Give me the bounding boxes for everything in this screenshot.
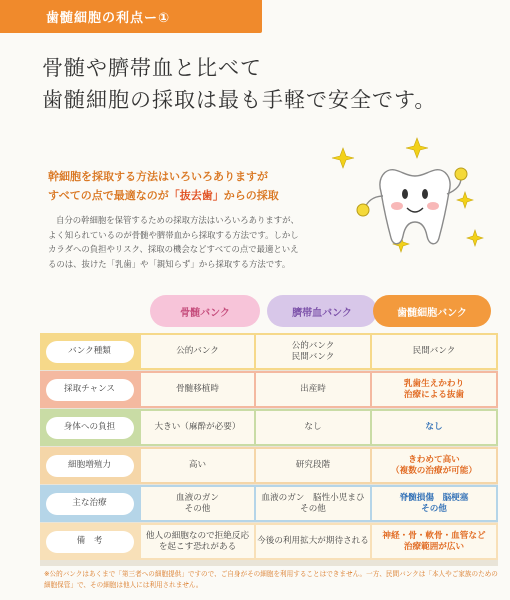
lead-highlight: 「抜去歯」 bbox=[168, 189, 224, 202]
row-label: 細胞増殖力 bbox=[46, 455, 134, 477]
title-line-2: 歯髄細胞の採取は最も手軽で安全です。 bbox=[42, 88, 437, 112]
table-row bbox=[40, 333, 498, 370]
table-cell: なし bbox=[372, 411, 496, 444]
row-label: 採取チャンス bbox=[46, 379, 134, 401]
body-line: 自分の幹細胞を保管するための採取方法はいろいろありますが、 bbox=[56, 215, 299, 225]
page-title bbox=[42, 52, 436, 116]
comparison-table bbox=[40, 333, 498, 566]
table-cell: 血液のガン 脳性小児まひ その他 bbox=[256, 487, 370, 520]
table-row bbox=[40, 409, 498, 446]
left-fist bbox=[357, 204, 369, 216]
table-cell: 乳歯生えかわり 治療による抜歯 bbox=[372, 373, 496, 406]
row-label: 備 考 bbox=[46, 531, 134, 553]
table-cell: 高い bbox=[141, 449, 254, 482]
body-line: よく知られているのが骨髄や臍帯血から採取する方法です。しかし bbox=[48, 229, 299, 240]
table-cell: 血液のガン その他 bbox=[141, 487, 254, 520]
table-cell: 骨髄移植時 bbox=[141, 373, 254, 406]
table-row bbox=[40, 447, 498, 484]
table-cell: 研究段階 bbox=[256, 449, 370, 482]
right-fist bbox=[455, 168, 467, 180]
table-cell: 民間バンク bbox=[372, 335, 496, 368]
tooth-body bbox=[380, 170, 450, 244]
body-line: るのは、抜けた「乳歯」や「親知らず」から採取する方法です。 bbox=[48, 258, 291, 269]
table-row bbox=[40, 523, 498, 560]
lead-text bbox=[48, 167, 279, 205]
column-header-cord-blood-bank: 臍帯血バンク bbox=[267, 295, 377, 327]
row-label: 主な治療 bbox=[46, 493, 134, 515]
body-line: カラダへの負担やリスク、採取の機会などすべての点で最適といえ bbox=[48, 244, 299, 255]
row-label: バンク種類 bbox=[46, 341, 134, 363]
section-header-label: 歯髄細胞の利点ー① bbox=[46, 11, 171, 26]
table-cell: 公的バンク bbox=[141, 335, 254, 368]
title-line-1: 骨髄や臍帯血と比べて bbox=[42, 56, 262, 80]
table-cell: 今後の利用拡大が期待される bbox=[256, 525, 370, 558]
table-row bbox=[40, 371, 498, 408]
lead-line-2-pre: すべての点で最適なのが bbox=[48, 189, 169, 202]
column-header-dental-pulp-bank: 歯髄細胞バンク bbox=[373, 295, 491, 327]
table-cell: 脊髄損傷 脳梗塞 その他 bbox=[372, 487, 496, 520]
body-paragraph bbox=[48, 213, 310, 271]
table-row bbox=[40, 485, 498, 522]
table-cell: きわめて高い （複数の治療が可能） bbox=[372, 449, 496, 482]
column-header-bone-marrow-bank: 骨髄バンク bbox=[150, 295, 260, 327]
section-header-tab bbox=[0, 0, 262, 33]
footnote bbox=[44, 569, 504, 591]
table-cell: なし bbox=[256, 411, 370, 444]
right-eye bbox=[422, 189, 428, 199]
left-cheek bbox=[391, 202, 403, 210]
left-eye bbox=[402, 189, 408, 199]
right-cheek bbox=[427, 202, 439, 210]
lead-line-2-post: からの採取 bbox=[223, 189, 279, 202]
lead-line-2 bbox=[48, 186, 279, 205]
table-cell: 他人の細胞なので拒絶反応 を起こす恐れがある bbox=[141, 525, 254, 558]
tooth-mascot-illustration bbox=[325, 130, 485, 270]
lead-line-1: 幹細胞を採取する方法はいろいろありますが bbox=[48, 170, 268, 183]
footnote-line-1: ※公的バンクはあくまで「第三者への細胞提供」ですので、ご自身がその細胞を利用することはできません。一方、民間バンクは「本人やご家族のための bbox=[44, 570, 498, 578]
footnote-line-2: 細胞保管」で、その細胞は他人には利用されません。 bbox=[44, 581, 203, 589]
table-cell: 公的バンク 民間バンク bbox=[256, 335, 370, 368]
table-cell: 大きい（麻酔が必要） bbox=[141, 411, 254, 444]
table-cell: 神経・骨・軟骨・血管など 治療範囲が広い bbox=[372, 525, 496, 558]
table-cell: 出産時 bbox=[256, 373, 370, 406]
row-label: 身体への負担 bbox=[46, 417, 134, 439]
